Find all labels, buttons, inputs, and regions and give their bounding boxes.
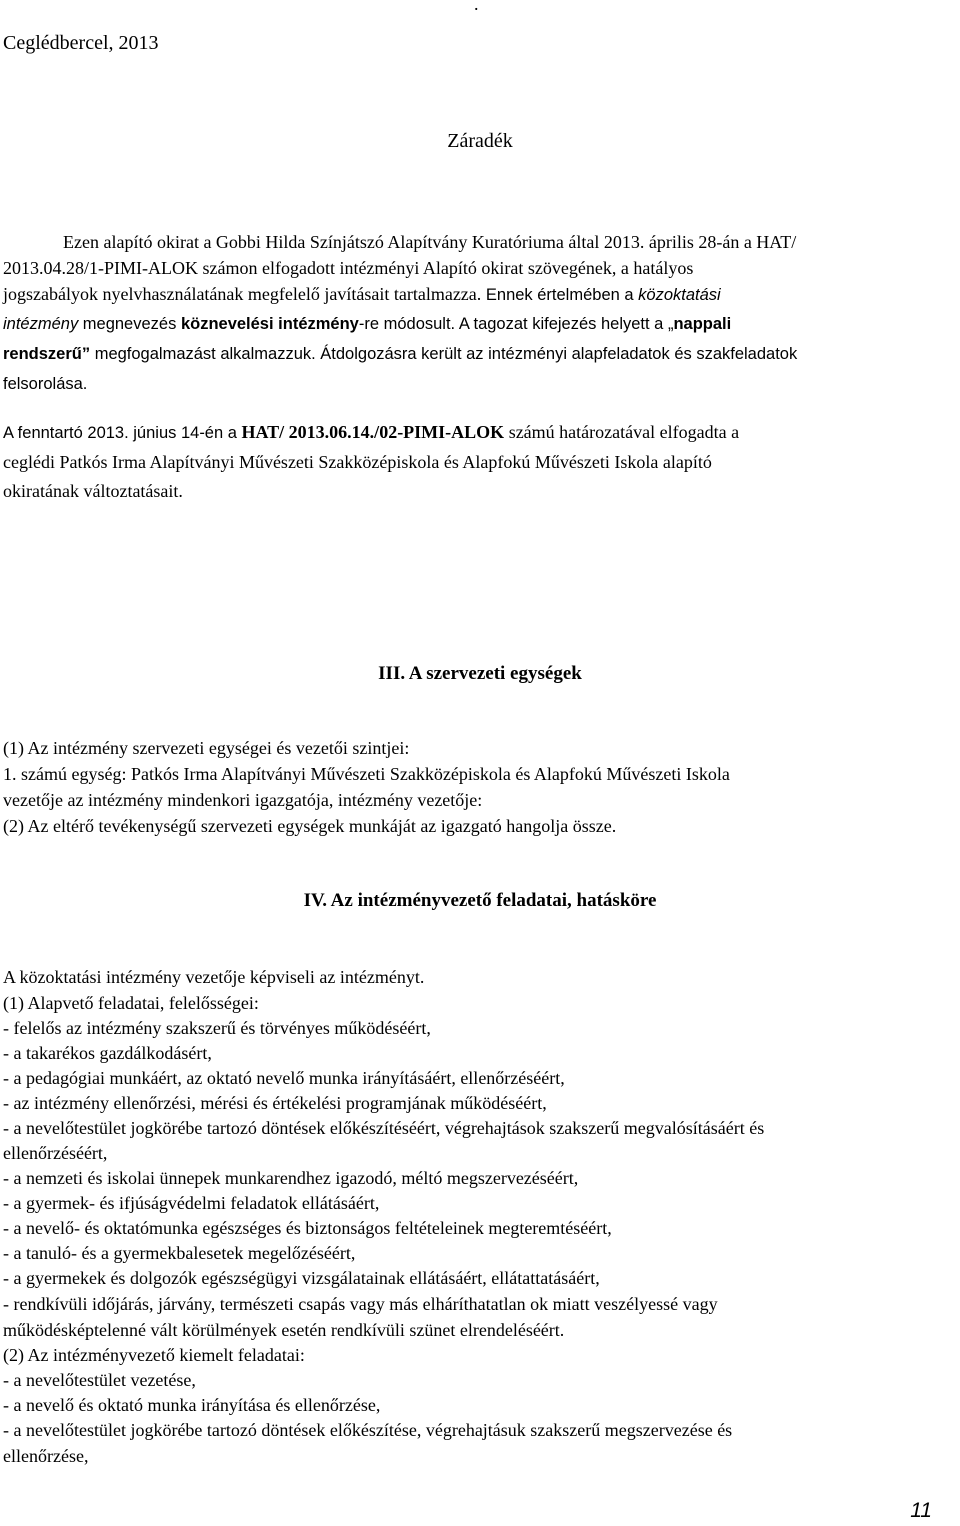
section-4-line: (1) Alapvető feladatai, felelősségei:	[3, 993, 259, 1013]
zaradek-p1-line6: felsorolása.	[3, 375, 88, 393]
section-4-line: - a nemzeti és iskolai ünnepek munkarendhez igazodó, méltó megszervezéséért,	[3, 1168, 579, 1188]
section-4-line: - a tanuló- és a gyermekbalesetek megelőzéséért,	[3, 1243, 356, 1263]
text-run: Ennek értelmében a	[481, 286, 639, 304]
section-4-line: - az intézmény ellenőrzési, mérési és értékelési programjának működéséért,	[3, 1093, 547, 1113]
text-run: A fenntartó 2013. június 14-én a	[3, 424, 242, 442]
italic-term: közoktatási	[638, 286, 721, 304]
text-run: megfogalmazást alkalmazzuk. Átdolgozásra került az intézményi alapfeladatok és szakfeladatok	[90, 345, 798, 363]
text-run: jogszabályok nyelvhasználatának megfelelő javításait tartalmazza.	[3, 284, 482, 304]
section-4-line: - rendkívüli időjárás, járvány, természeti csapás vagy más elháríthatatlan ok miatt veszélyessé vagy	[3, 1294, 718, 1314]
section-3-title: III. A szervezeti egységek	[378, 663, 582, 684]
section-3-line1: (1) Az intézmény szervezeti egységei és vezetői szintjei:	[3, 738, 410, 758]
section-4-title: IV. Az intézményvezető feladatai, hatásköre	[303, 890, 657, 911]
bold-term: HAT/ 2013.06.14./02-PIMI-ALOK	[241, 422, 505, 442]
italic-term: intézmény	[3, 315, 79, 333]
section-4-line: - a nevelőtestület jogkörébe tartozó döntések előkészítéséért, végrehajtások szakszerű megvalósításáért és	[3, 1118, 765, 1138]
page-number: 11	[910, 1499, 932, 1522]
section-4-line: - a takarékos gazdálkodásért,	[3, 1043, 212, 1063]
section-3-line4: (2) Az eltérő tevékenységű szervezeti egységek munkáját az igazgató hangolja össze.	[3, 816, 617, 836]
section-4-line: - a nevelőtestület jogkörébe tartozó döntések előkészítése, végrehajtásuk szakszerű megszervezése és	[3, 1420, 733, 1440]
text-run: -re módosult. A tagozat kifejezés helyett a „	[358, 315, 674, 333]
place-date: Ceglédbercel, 2013	[3, 32, 159, 54]
text-run: megnevezés	[78, 315, 181, 333]
zaradek-p2-line3: okiratának változtatásait.	[3, 481, 183, 501]
zaradek-p1-line1: Ezen alapító okirat a Gobbi Hilda Színjátszó Alapítvány Kuratóriuma által 2013. április 28-án a HAT/	[63, 232, 797, 252]
zaradek-p1-line5	[3, 345, 797, 364]
section-4-line: - a gyermekek és dolgozók egészségügyi vizsgálatainak ellátásáért, ellátattatásáért,	[3, 1268, 600, 1288]
section-4-line: - a gyermek- és ifjúságvédelmi feladatok ellátásáért,	[3, 1193, 380, 1213]
bold-term: rendszerű”	[3, 345, 91, 363]
zaradek-p1-line3	[3, 284, 721, 305]
section-4-line: - a nevelőtestület vezetése,	[3, 1370, 196, 1390]
section-4-line: ellenőrzéséért,	[3, 1143, 108, 1163]
zaradek-p2-line2: ceglédi Patkós Irma Alapítványi Művészeti Szakközépiskola és Alapfokú Művészeti Iskola alapító	[3, 452, 712, 472]
section-4-line: A közoktatási intézmény vezetője képviseli az intézményt.	[3, 967, 425, 987]
zaradek-title: Záradék	[447, 130, 513, 152]
section-4-line: ellenőrzése,	[3, 1446, 89, 1466]
section-4-line: - a pedagógiai munkáért, az oktató nevelő munka irányításáért, ellenőrzéséért,	[3, 1068, 565, 1088]
section-4-line: - a nevelő- és oktatómunka egészséges és biztonságos feltételeinek megteremtéséért,	[3, 1218, 612, 1238]
section-3-line2: 1. számú egység: Patkós Irma Alapítványi Művészeti Szakközépiskola és Alapfokú Művészeti Iskola	[3, 764, 730, 784]
section-3-line3: vezetője az intézmény mindenkori igazgatója, intézmény vezetője:	[3, 790, 483, 810]
section-4-line: (2) Az intézményvezető kiemelt feladatai:	[3, 1345, 305, 1365]
zaradek-p1-line4	[3, 315, 731, 334]
section-4-line: működésképtelenné vált körülmények esetén rendkívüli szünet elrendeléséért.	[3, 1320, 565, 1340]
bold-term: nappali	[673, 315, 732, 333]
zaradek-p2-line1	[3, 422, 739, 443]
stray-dot: .	[474, 0, 479, 14]
zaradek-p1-line2: 2013.04.28/1-PIMI-ALOK számon elfogadott intézményi Alapító okirat szövegének, a hatályos	[3, 258, 694, 278]
text-run: számú határozatával elfogadta a	[504, 422, 740, 442]
bold-term: köznevelési intézmény	[180, 315, 359, 333]
section-4-line: - a nevelő és oktató munka irányítása és ellenőrzése,	[3, 1395, 381, 1415]
section-4-line: - felelős az intézmény szakszerű és törvényes működéséért,	[3, 1018, 431, 1038]
